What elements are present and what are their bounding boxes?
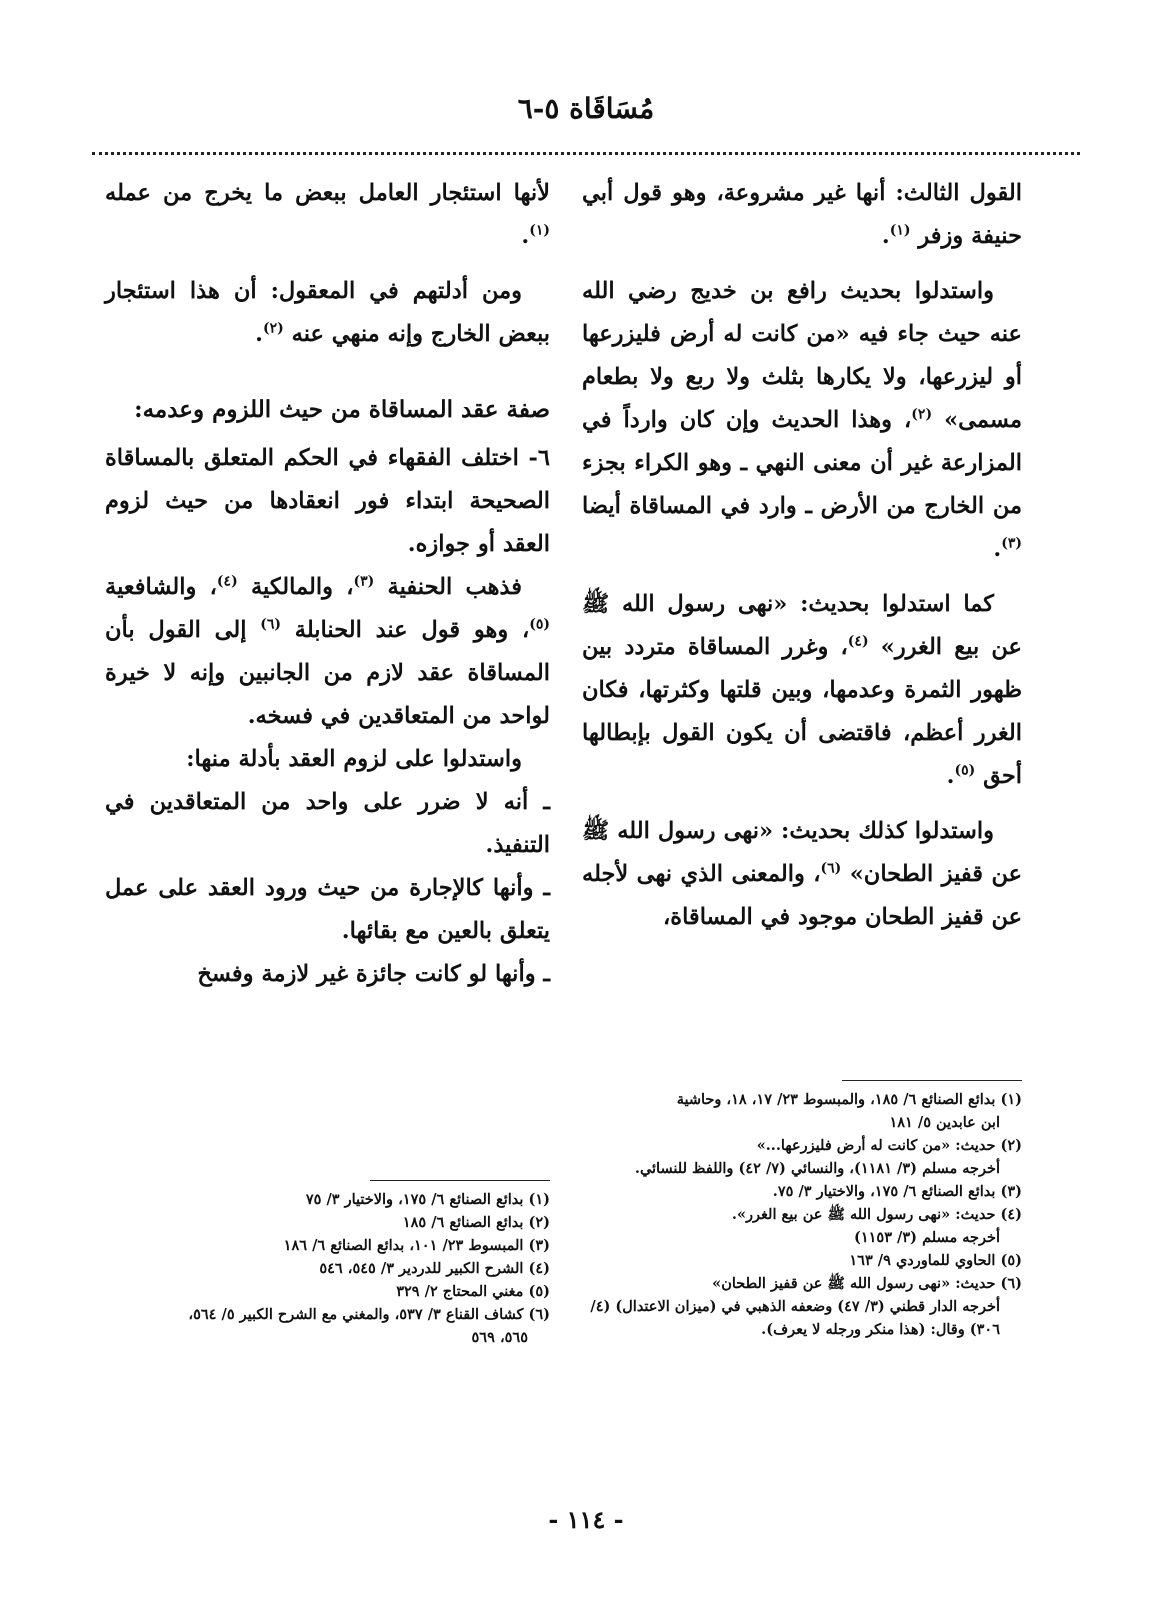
footnote-ref: (٢) xyxy=(263,320,284,337)
footnote xyxy=(582,1180,1022,1203)
paragraph: ـ أنه لا ضرر على واحد من المتعاقدين في التنفيذ. xyxy=(105,789,550,858)
paragraph-text: واستدلوا كذلك بحديث: «نهى رسول الله ﷺ عن قفيز الطحان» xyxy=(582,818,1023,887)
paragraph-text: إلى القول بأن المساقاة عقد لازم من الجانبين وإنه لا خيرة لواحد من المتعاقدين في فسخه. xyxy=(105,617,550,729)
footnote xyxy=(105,1280,550,1303)
footnote-ref: (٢) xyxy=(911,406,933,423)
footnotes-right xyxy=(582,1088,1022,1341)
paragraph: واستدلوا على لزوم العقد بأدلة منها: xyxy=(186,746,522,772)
paragraph-text: كما استدلوا بحديث: «نهى رسول الله ﷺ عن بيع الغرر» xyxy=(582,591,1022,660)
footnote xyxy=(105,1211,550,1234)
footnote-continuation: أخرجه مسلم (٣/ ١١٥٣) xyxy=(853,1229,1000,1246)
footnote-continuation: أخرجه مسلم (٣/ ١١٨١)، والنسائي (٧/ ٤٢) واللفظ للنسائي. xyxy=(634,1160,1000,1177)
footnote-text: (٤) حديث: «نهى رسول الله ﷺ عن بيع الغرر». xyxy=(731,1206,1022,1223)
footnote xyxy=(105,1234,550,1257)
footnote-ref: (٦) xyxy=(820,860,842,877)
paragraph: ٦- اختلف الفقهاء في الحكم المتعلق بالمساقاة الصحيحة ابتداء فور انعقادها من حيث لزوم العقد أو جوازه. xyxy=(105,445,550,557)
footnote-ref: (٦) xyxy=(260,616,282,633)
footnote-ref: (١) xyxy=(889,222,911,239)
footnote xyxy=(582,1134,1022,1180)
footnote-ref: (١) xyxy=(529,222,550,239)
footnotes-left xyxy=(105,1188,550,1349)
footnote xyxy=(582,1088,1022,1134)
footnote-continuation: أخرجه الدار قطني (٣/ ٤٧) وضعفه الذهبي في (ميزان الاعتدال) (٤/ ٣٠٦) وقال: (هذا منكر ورجله لا يعرف). xyxy=(590,1298,1000,1338)
paragraph-text: القول الثالث: أنها غير مشروعة، وهو قول أبي حنيفة وزفر xyxy=(582,180,1022,249)
footnote xyxy=(105,1257,550,1280)
paragraph-text: ، والشافعية xyxy=(105,574,217,600)
footnote-text: (٥) مغني المحتاج ٢/ ٣٢٩ xyxy=(396,1283,550,1300)
paragraph: ـ وأنها كالإجارة من حيث ورود العقد على عمل يتعلق بالعين مع بقائها. xyxy=(105,875,550,944)
footnote xyxy=(582,1249,1022,1272)
footnote-divider xyxy=(842,1080,1022,1081)
paragraph-text: ، والمعنى الذي نهى لأجله عن قفيز الطحان موجود في المساقاة، xyxy=(582,861,1022,930)
paragraph: ـ وأنها لو كانت جائزة غير لازمة وفسخ xyxy=(197,961,550,987)
paragraph-text: ، والمالكية xyxy=(250,574,354,600)
paragraph xyxy=(582,810,1022,939)
footnote-ref: (٤) xyxy=(216,573,238,590)
paragraph: القول الثالث: أنها غير مشروعة، وهو قول أبي حنيفة وزفر $^{(١)}$. xyxy=(582,180,1022,249)
footnote xyxy=(105,1303,550,1349)
section-heading: صفة عقد المساقاة من حيث اللزوم وعدمه: xyxy=(134,396,550,423)
paragraph xyxy=(105,566,550,738)
paragraph: كما استدلوا بحديث: «نهى رسول الله ﷺ عن بيع الغرر» $^{(٤)}$، وغرر المساقاة متردد بين ظهور الثمرة وعدمها، وبين قلتها وكثرتها، فكان الغرر أعظم، فاقتضى أن يكون القول بإبطالها أحق $^{(٥)}$. xyxy=(582,591,1022,789)
footnote-text: (٦) كشاف القناع ٣/ ٥٣٧، والمغني مع الشرح الكبير ٥/ ٥٦٤، xyxy=(188,1306,550,1323)
footnote xyxy=(582,1203,1022,1249)
footnote-ref: (٥) xyxy=(954,762,976,779)
footnote-ref: (٣) xyxy=(353,573,375,590)
footnote-ref: (٥) xyxy=(529,616,550,633)
footnote-text: (٣) بدائع الصنائع ٦/ ١٧٥، والاختيار ٣/ ٧٥. xyxy=(772,1183,1022,1200)
left-column xyxy=(105,172,550,996)
paragraph-text: ، وهو قول عند الحنابلة xyxy=(294,617,530,643)
footnote-divider xyxy=(370,1180,550,1181)
paragraph-text: ومن أدلتهم في المعقول: أن هذا استئجار ببعض الخارج وإنه منهي عنه xyxy=(105,278,550,347)
footnote-text: (٢) حديث: «من كانت له أرض فليزرعها...» xyxy=(756,1137,1022,1154)
footnote-text: (٢) بدائع الصنائع ٦/ ١٨٥ xyxy=(402,1214,550,1231)
footnote-text: (٥) الحاوي للماوردي ٩/ ١٦٣ xyxy=(849,1252,1022,1269)
paragraph-text: فذهب الحنفية xyxy=(387,574,522,600)
paragraph-text: واستدلوا بحديث رافع بن خديج رضي الله عنه حيث جاء فيه «من كانت له أرض فليزرعها أو ليزرعها، ولا يكارها بثلث ولا ربع ولا بطعام مسمى» xyxy=(582,278,1023,433)
footnote xyxy=(582,1272,1022,1341)
paragraph-text: ، وهذا الحديث وإن كان وارداً في المزارعة غير أن معنى النهي ـ وهو الكراء بجزء من الخارج من الأرض ـ وارد في المساقاة أيضا xyxy=(582,407,1022,519)
footnote-ref: (٣) xyxy=(1001,535,1022,552)
paragraph: ومن أدلتهم في المعقول: أن هذا استئجار ببعض الخارج وإنه منهي عنه $^{(٢)}$. xyxy=(105,278,550,347)
paragraph-text: لأنها استئجار العامل ببعض ما يخرج من عمله xyxy=(105,180,550,206)
page-number: - ١١٤ - xyxy=(548,1505,624,1534)
right-column xyxy=(582,172,1022,951)
footnote-text: (٣) المبسوط ٢٣/ ١٠١، بدائع الصنائع ٦/ ١٨٦ xyxy=(283,1237,550,1254)
paragraph: لأنها استئجار العامل ببعض ما يخرج من عمله $^{(١)}$. xyxy=(105,180,550,249)
footnote-text: (٦) حديث: «نهى رسول الله ﷺ عن قفيز الطحان» xyxy=(712,1275,1022,1292)
footnote-continuation: ابن عابدين ٥/ ١٨١ xyxy=(889,1114,1000,1131)
paragraph-text: ، وغرر المساقاة متردد بين ظهور الثمرة وعدمها، وبين قلتها وكثرتها، فكان الغرر أعظم، فاقتضى أن يكون القول بإبطالها أحق xyxy=(582,634,1022,789)
footnote xyxy=(105,1188,550,1211)
header-divider xyxy=(92,152,1080,155)
footnote-text: (٤) الشرح الكبير للدردير ٣/ ٥٤٥، ٥٤٦ xyxy=(319,1260,550,1277)
footnote-text: (١) بدائع الصنائع ٦/ ١٨٥، والمبسوط ٢٣/ ١٧، ١٨، وحاشية xyxy=(676,1091,1022,1108)
footnote-ref: (٤) xyxy=(847,633,869,650)
paragraph: واستدلوا بحديث رافع بن خديج رضي الله عنه حيث جاء فيه «من كانت له أرض فليزرعها أو ليزرعها، ولا يكارها بثلث ولا ربع ولا بطعام مسمى» $^{(٢)}$، وهذا الحديث وإن كان وارداً في المزارعة غير أن معنى النهي ـ وهو الكراء بجزء من الخارج من الأرض ـ وارد في المساقاة أيضا $^{(٣)}$. xyxy=(582,278,1023,562)
footnote-text: (١) بدائع الصنائع ٦/ ١٧٥، والاختيار ٣/ ٧٥ xyxy=(305,1191,550,1208)
footnote-continuation: ٥٦٥، ٥٦٩ xyxy=(471,1329,528,1346)
page-title: مُسَاقَاة ٥-٦ xyxy=(517,92,655,125)
